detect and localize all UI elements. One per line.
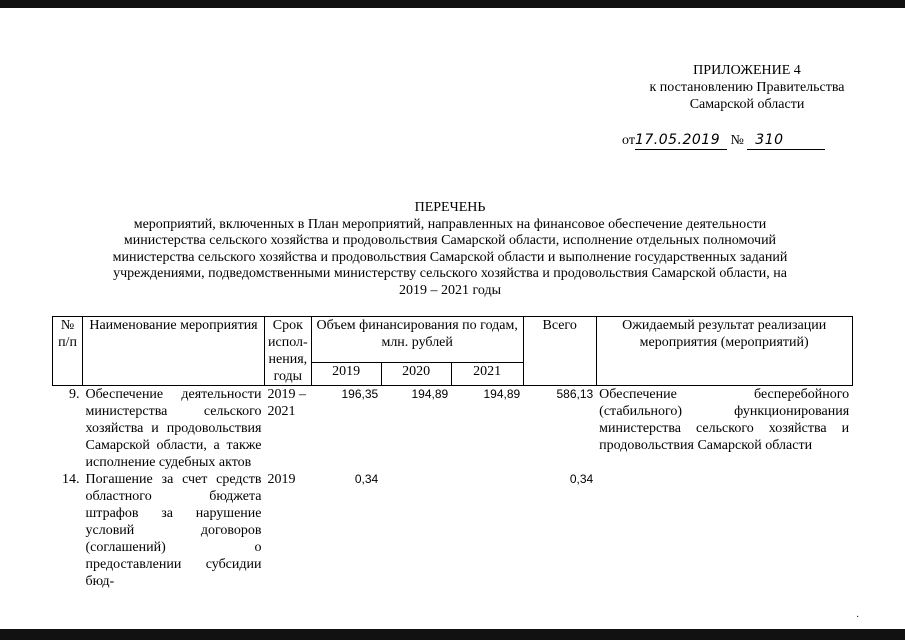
row-total: 0,34 [569,472,594,486]
row-2019: 196,35 [341,387,379,401]
decree-number-label: № [730,133,744,148]
header-2019: 2019 [311,362,381,385]
appendix-block [612,62,882,113]
header-total: Всего [523,317,596,386]
appendix-subtitle: к постановлению Правительства [649,80,845,95]
table-row [53,471,853,590]
appendix-region: Самарской области [689,97,805,112]
header-result: Ожидаемый результат реализации мероприятия (мероприятий) [596,317,852,386]
top-scan-border [0,0,905,8]
row-2019: 0,34 [354,472,379,486]
title-body: мероприятий, включенных в План мероприятий, направленных на финансовое обеспечение деятельности министерства сельского хозяйства и продовольствия Самарской области, исполнение отдельных полномочий министерства сельского хозяйства и продовольствия Самарской области и выполнение государственных заданий учреждениями, подведомственными министерству сельского хозяйства и продовольствия Самарской области, на 2019 – 2021 годы [112,216,788,298]
title-heading: ПЕРЕЧЕНЬ [414,200,486,215]
header-2020: 2020 [381,362,451,385]
bottom-scan-border [0,629,905,640]
row-result: Обеспечение бесперебойного (стабильного) функционирования министерства сельского хозяйства и продовольствия Самарской области [599,387,850,453]
header-funding: Объем финансирования по годам, млн. рублей [311,317,523,363]
header-name: Наименование мероприятия [83,317,265,386]
row-2020 [381,471,451,590]
appendix-title: ПРИЛОЖЕНИЕ 4 [693,63,801,78]
decree-number: 310 [755,132,784,148]
decree-date: 17.05.2019 [634,132,721,148]
decree-line [622,132,825,150]
measures-table [52,316,853,590]
header-num: № п/п [53,317,83,386]
row-result [596,471,852,590]
document-title [100,200,800,300]
row-2021 [451,471,523,590]
row-2021: 194,89 [483,387,521,401]
scan-mark: · [856,612,860,623]
row-name: Погашение за счет средств областного бюджета штрафов за нарушение условий договоров (соглашений) о предоставлении субсидии бюд- [85,472,262,589]
decree-from-label: от [622,133,635,148]
row-total: 586,13 [556,387,594,401]
row-name: Обеспечение деятельности министерства сельского хозяйства и продовольствия Самарской области, а также исполнение судебных актов [85,387,262,470]
row-term: 2019 [267,472,296,487]
header-term: Срок испол-нения, годы [265,317,312,386]
row-num: 14. [62,472,80,487]
header-2021: 2021 [451,362,523,385]
table-row [53,386,853,472]
row-num: 9. [69,387,80,402]
row-2020: 194,89 [411,387,449,401]
row-term: 2019 – 2021 [267,387,306,419]
